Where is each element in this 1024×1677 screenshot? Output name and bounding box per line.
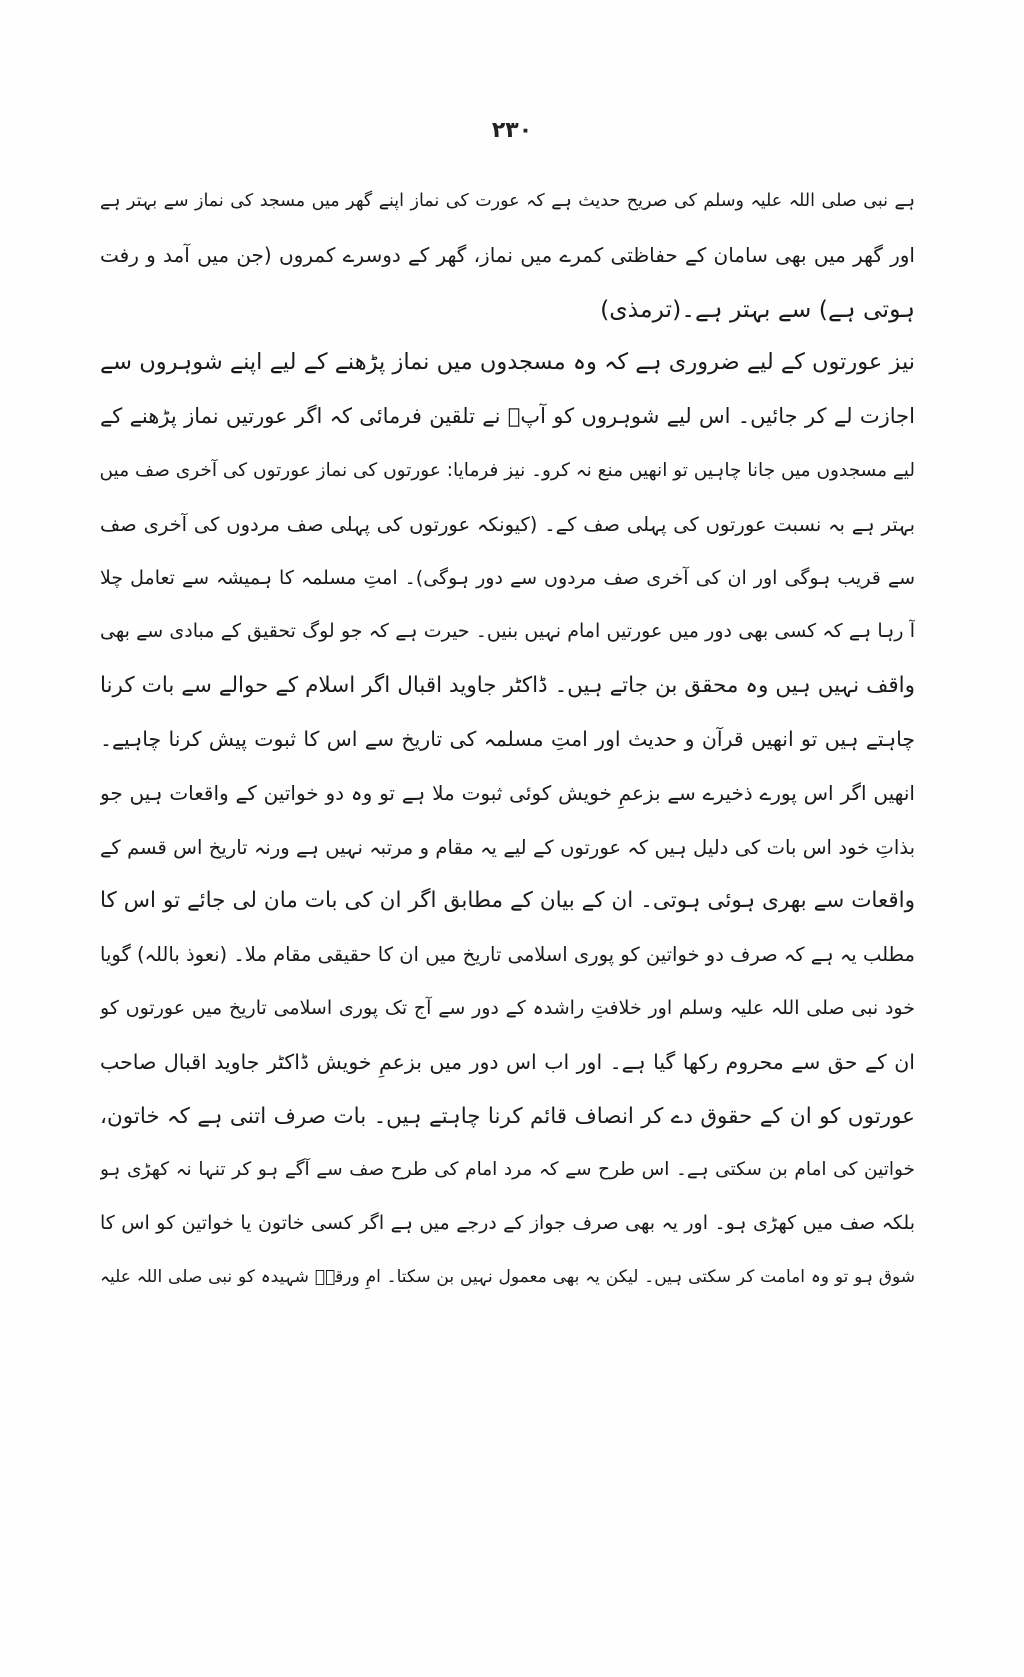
text-line: مطلب یہ ہے کہ صرف دو خواتین کو پوری اسلامی تاریخ میں ان کا حقیقی مقام ملا۔ (نعوذ باللہ) گویا (100, 943, 915, 967)
text-line: شوق ہو تو وہ امامت کر سکتی ہیں۔ لیکن یہ بھی معمول نہیں بن سکتا۔ امِ ورقہؓ شہیدہ کو نبی صلی اللہ علیہ (100, 1266, 915, 1287)
text-line: واقف نہیں ہیں وہ محقق بن جاتے ہیں۔ ڈاکٹر جاوید اقبال اگر اسلام کے حوالے سے بات کرنا (100, 673, 915, 699)
text-line: ہے نبی صلی اللہ علیہ وسلم کی صریح حدیث ہے کہ عورت کی نماز اپنے گھر میں مسجد کی نماز سے بہتر ہے (100, 191, 915, 211)
text-line: آ رہا ہے کہ کسی بھی دور میں عورتیں امام نہیں بنیں۔ حیرت ہے کہ جو لوگ تحقیق کے مبادی سے بھی (100, 620, 915, 643)
text-line: اجازت لے کر جائیں۔ اس لیے شوہروں کو آپؐ نے تلقین فرمائی کہ اگر عورتیں نماز پڑھنے کے (100, 404, 915, 429)
text-line: ان کے حق سے محروم رکھا گیا ہے۔ اور اب اس دور میں بزعمِ خویش ڈاکٹر جاوید اقبال صاحب (100, 1049, 915, 1074)
text-line: ہوتی ہے) سے بہتر ہے۔(ترمذی) (600, 294, 915, 323)
text-line: عورتوں کو ان کے حقوق دے کر انصاف قائم کرنا چاہتے ہیں۔ بات صرف اتنی ہے کہ خاتون، (100, 1103, 915, 1129)
body-text (100, 175, 915, 1305)
text-line: اور گھر میں بھی سامان کے حفاظتی کمرے میں نماز، گھر کے دوسرے کمروں (جن میں آمد و رفت (100, 242, 915, 267)
text-line: خود نبی صلی اللہ علیہ وسلم اور خلافتِ راشدہ کے دور سے آج تک پوری اسلامی تاریخ میں عورتوں کو (100, 996, 915, 1019)
page-number: ۲۳۰ (491, 118, 533, 143)
text-line: بذاتِ خود اس بات کی دلیل ہیں کہ عورتوں کے لیے یہ مقام و مرتبہ نہیں ہے ورنہ تاریخ اس قسم کے (100, 835, 915, 859)
text-line: بلکہ صف میں کھڑی ہو۔ اور یہ بھی صرف جواز کے درجے میں ہے اگر کسی خاتون یا خواتین کو اس کا (100, 1212, 915, 1235)
text-line: سے قریب ہوگی اور ان کی آخری صف مردوں سے دور ہوگی)۔ امتِ مسلمہ کا ہمیشہ سے تعامل چلا (100, 566, 915, 589)
text-line: نیز عورتوں کے لیے ضروری ہے کہ وہ مسجدوں میں نماز پڑھنے کے لیے اپنے شوہروں سے (100, 349, 915, 376)
text-line: انھیں اگر اس پورے ذخیرے سے بزعمِ خویش کوئی ثبوت ملا ہے تو وہ دو خواتین کے واقعات ہیں جو (100, 780, 915, 805)
text-line: لیے مسجدوں میں جانا چاہیں تو انھیں منع نہ کرو۔ نیز فرمایا: عورتوں کی نماز عورتوں کی آخری صف میں (100, 459, 915, 481)
text-line: خواتین کی امام بن سکتی ہے۔ اس طرح سے کہ مرد امام کی طرح صف سے آگے ہو کر تنہا نہ کھڑی ہو (100, 1159, 915, 1181)
text-line: واقعات سے بھری ہوئی ہوتی۔ ان کے بیان کے مطابق اگر ان کی بات مان لی جائے تو اس کا (100, 888, 915, 914)
text-line: چاہتے ہیں تو انھیں قرآن و حدیث اور امتِ مسلمہ کی تاریخ سے اس کا ثبوت پیش کرنا چاہیے۔ (100, 726, 915, 751)
text-line: بہتر ہے بہ نسبت عورتوں کی پہلی صف کے۔ (کیونکہ عورتوں کی پہلی صف مردوں کی آخری صف (100, 512, 915, 536)
